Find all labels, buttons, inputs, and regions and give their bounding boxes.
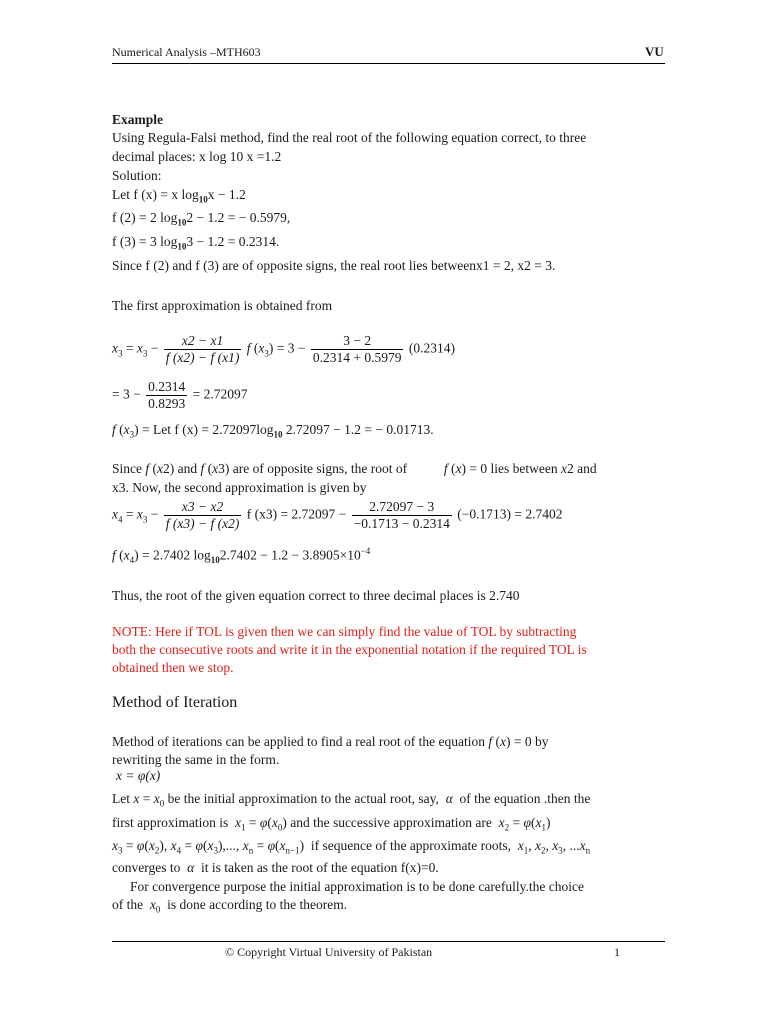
sequence-line: $x_3 = \varphi(x_2)$, $x_4 = \varphi(x_3)$,..., $x_n = \varphi(x_{n-1})$ if sequence of the approximate roots, $x_1$, $x_2$, $x_3$, $...x_n$ [112, 838, 591, 856]
iteration-form: x = φ(x) [116, 768, 161, 783]
since2-line-2: x3. Now, the second approximation is given by [112, 480, 367, 495]
first-approx-line: The first approximation is obtained from [112, 298, 333, 313]
converges-line: converges to α it is taken as the root of the equation f(x)=0. [112, 860, 439, 875]
example-heading: Example [112, 112, 164, 127]
first-approx-iteration-line: first approximation is $x_1 = \varphi(x_0)$ and the successive approximation are $x_2 = \varphi(x_1)$ [112, 815, 551, 833]
f2-line: f (2) = 2 $\log_{10}2 - 1.2$ = − 0.5979, [112, 210, 291, 228]
equation-x3: $x_3 = x_3$ − $\frac{x2 - x1}{f (x2) - f (x1)}$ f $(x_3) = 3$ − $\frac{3 - 2}{0.2314 + 0.5979}$ (0.2314) [112, 333, 455, 365]
note-line-3: obtained then we stop. [112, 660, 234, 675]
fx4-line: f $(x_4) = 2.7402$ $\log_{10}2.7402 - 1.2 - 3.8905\times 10^{-4}$ [112, 546, 371, 566]
header-rule [112, 63, 665, 64]
equation-x3-result: = 3 − $\frac{0.2314}{0.8293}$ = 2.72097 [112, 379, 248, 411]
solution-label: Solution: [112, 168, 162, 183]
fx3-line: f $(x_3)$ = Let f $(x) = 2.72097\log_{10}$ 2.72097 − 1.2 = − 0.01713. [112, 422, 434, 440]
note-line-1: NOTE: Here if TOL is given then we can simply find the value of TOL by subtracting [112, 624, 577, 639]
thus-line: Thus, the root of the given equation correct to three decimal places is 2.740 [112, 588, 520, 603]
iteration-heading: Method of Iteration [112, 694, 238, 711]
iteration-para-line-1: Method of iterations can be applied to find a real root of the equation f (x) = 0 by [112, 734, 549, 749]
f3-line: f (3) = 3 $\log_{10}3 - 1.2 = 0.2314$. [112, 234, 280, 252]
footer-copyright: © Copyright Virtual University of Pakistan [225, 945, 433, 959]
since-line: Since f (2) and f (3) are of opposite signs, the real root lies betweenx1 = 2, x2 = 3. [112, 258, 556, 273]
problem-line-2: decimal places: x log 10 x =1.2 [112, 149, 282, 164]
header-vu-logo: VU [645, 44, 664, 59]
since2-line-1: Since f (x2) and f (x3) are of opposite signs, the root of f (x) = 0 lies between x2 and [112, 461, 597, 476]
convergence-para-line-2: of the $x_0$ is done according to the theorem. [112, 897, 348, 915]
let-x0-line: Let $x = x_0$ be the initial approximation to the actual root, say, α of the equation .then the [112, 791, 591, 809]
problem-line-1: Using Regula-Falsi method, find the real root of the following equation correct, to three [112, 130, 587, 145]
page-number: 1 [614, 945, 620, 959]
equation-x4: $x_4 = x_3$ − $\frac{x3 - x2}{f (x3) - f (x2)}$ f (x3) = 2.72097 − $\frac{2.72097 - 3}{-0.1713 - 0.2314}$ (−0.1713) = 2.7402 [112, 499, 563, 531]
header-course-title: Numerical Analysis –MTH603 [112, 45, 261, 59]
note-line-2: both the consecutive roots and write it in the exponential notation if the required TOL is [112, 642, 587, 657]
iteration-para-line-2: rewriting the same in the form. [112, 752, 280, 767]
let-fx-line: Let f (x) = x $\log_{10}x - 1.2$ [112, 187, 246, 205]
convergence-para-line-1: For convergence purpose the initial approximation is to be done carefully.the choice [130, 879, 584, 894]
footer-rule [112, 941, 665, 942]
